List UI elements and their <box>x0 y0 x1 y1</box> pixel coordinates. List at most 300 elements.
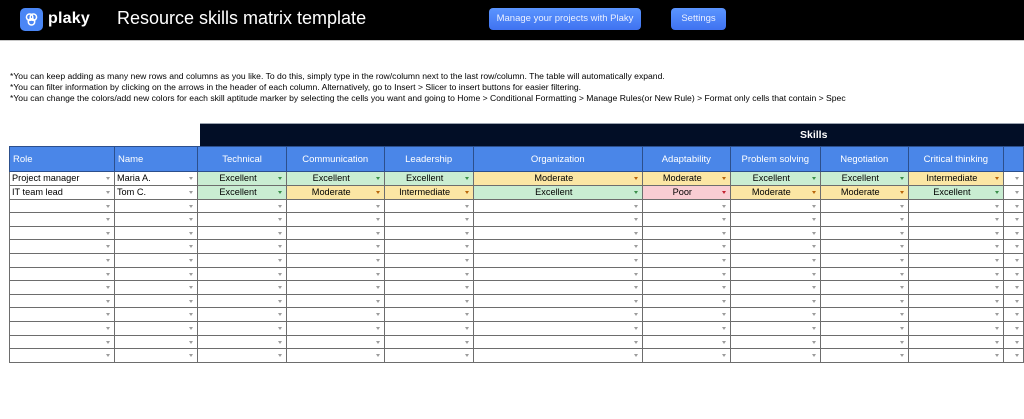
name-cell[interactable] <box>114 321 197 335</box>
skill-cell[interactable] <box>820 240 908 254</box>
skill-cell[interactable] <box>908 199 1004 213</box>
dropdown-arrow-icon[interactable] <box>812 218 816 221</box>
skill-cell[interactable] <box>286 321 384 335</box>
skill-cell[interactable] <box>820 308 908 322</box>
dropdown-arrow-icon[interactable] <box>189 327 193 330</box>
skill-cell[interactable] <box>198 240 286 254</box>
skill-cell[interactable] <box>384 308 473 322</box>
dropdown-arrow-icon[interactable] <box>189 341 193 344</box>
skill-cell[interactable] <box>908 349 1004 363</box>
dropdown-arrow-icon[interactable] <box>106 273 110 276</box>
skill-cell[interactable] <box>820 213 908 227</box>
skill-cell[interactable] <box>730 199 820 213</box>
skill-cell[interactable] <box>473 213 642 227</box>
dropdown-arrow-icon[interactable] <box>278 341 282 344</box>
dropdown-arrow-icon[interactable] <box>189 177 193 180</box>
skill-cell[interactable] <box>384 321 473 335</box>
skill-cell[interactable] <box>198 308 286 322</box>
dropdown-arrow-icon[interactable] <box>106 232 110 235</box>
dropdown-arrow-icon[interactable] <box>995 313 999 316</box>
column-header-problem-solving[interactable]: Problem solving <box>730 147 820 172</box>
skill-cell[interactable] <box>384 349 473 363</box>
skill-cell[interactable] <box>820 267 908 281</box>
skill-cell[interactable] <box>908 308 1004 322</box>
dropdown-arrow-icon[interactable] <box>189 245 193 248</box>
skill-cell[interactable] <box>198 213 286 227</box>
dropdown-arrow-icon[interactable] <box>106 313 110 316</box>
skill-cell[interactable] <box>730 349 820 363</box>
skill-cell[interactable] <box>286 253 384 267</box>
skill-cell[interactable] <box>473 349 642 363</box>
dropdown-arrow-icon[interactable] <box>189 218 193 221</box>
dropdown-arrow-icon[interactable] <box>634 191 638 194</box>
skill-cell[interactable] <box>286 172 384 186</box>
skill-cell[interactable] <box>820 294 908 308</box>
skill-cell[interactable] <box>642 281 730 295</box>
dropdown-arrow-icon[interactable] <box>1015 313 1019 316</box>
dropdown-arrow-icon[interactable] <box>900 327 904 330</box>
skill-cell[interactable] <box>642 213 730 227</box>
skill-cell[interactable] <box>642 226 730 240</box>
skill-cell[interactable] <box>642 199 730 213</box>
dropdown-arrow-icon[interactable] <box>106 191 110 194</box>
manage-projects-button[interactable]: Manage your projects with Plaky <box>489 8 641 30</box>
dropdown-arrow-icon[interactable] <box>1015 259 1019 262</box>
skill-cell[interactable] <box>1004 308 1024 322</box>
skill-cell[interactable] <box>1004 172 1024 186</box>
skill-cell[interactable] <box>820 226 908 240</box>
dropdown-arrow-icon[interactable] <box>995 300 999 303</box>
role-cell[interactable] <box>10 281 115 295</box>
skill-cell[interactable] <box>642 267 730 281</box>
skill-cell[interactable] <box>1004 226 1024 240</box>
skill-cell[interactable] <box>198 335 286 349</box>
dropdown-arrow-icon[interactable] <box>376 177 380 180</box>
dropdown-arrow-icon[interactable] <box>278 286 282 289</box>
dropdown-arrow-icon[interactable] <box>722 341 726 344</box>
dropdown-arrow-icon[interactable] <box>376 273 380 276</box>
skill-cell[interactable] <box>820 321 908 335</box>
skill-cell[interactable] <box>730 335 820 349</box>
column-header-critical-thinking[interactable]: Critical thinking <box>908 147 1004 172</box>
skill-cell[interactable] <box>908 281 1004 295</box>
skill-cell[interactable] <box>820 172 908 186</box>
dropdown-arrow-icon[interactable] <box>722 286 726 289</box>
skill-cell[interactable] <box>730 226 820 240</box>
role-cell[interactable] <box>10 321 115 335</box>
skill-cell[interactable] <box>1004 281 1024 295</box>
dropdown-arrow-icon[interactable] <box>376 218 380 221</box>
name-cell[interactable] <box>114 253 197 267</box>
dropdown-arrow-icon[interactable] <box>900 273 904 276</box>
dropdown-arrow-icon[interactable] <box>189 191 193 194</box>
dropdown-arrow-icon[interactable] <box>376 191 380 194</box>
dropdown-arrow-icon[interactable] <box>189 205 193 208</box>
skill-cell[interactable] <box>1004 253 1024 267</box>
dropdown-arrow-icon[interactable] <box>106 354 110 357</box>
skill-cell[interactable] <box>286 267 384 281</box>
skill-cell[interactable] <box>384 253 473 267</box>
dropdown-arrow-icon[interactable] <box>634 245 638 248</box>
dropdown-arrow-icon[interactable] <box>278 218 282 221</box>
skill-cell[interactable] <box>908 185 1004 199</box>
skill-cell[interactable] <box>1004 240 1024 254</box>
dropdown-arrow-icon[interactable] <box>812 327 816 330</box>
skill-cell[interactable] <box>1004 185 1024 199</box>
dropdown-arrow-icon[interactable] <box>465 341 469 344</box>
dropdown-arrow-icon[interactable] <box>189 354 193 357</box>
role-cell[interactable] <box>10 226 115 240</box>
role-cell[interactable] <box>10 185 115 199</box>
dropdown-arrow-icon[interactable] <box>106 245 110 248</box>
skill-cell[interactable] <box>908 335 1004 349</box>
dropdown-arrow-icon[interactable] <box>995 259 999 262</box>
dropdown-arrow-icon[interactable] <box>465 177 469 180</box>
dropdown-arrow-icon[interactable] <box>634 205 638 208</box>
role-cell[interactable] <box>10 253 115 267</box>
role-cell[interactable] <box>10 213 115 227</box>
dropdown-arrow-icon[interactable] <box>722 177 726 180</box>
dropdown-arrow-icon[interactable] <box>812 286 816 289</box>
dropdown-arrow-icon[interactable] <box>634 177 638 180</box>
dropdown-arrow-icon[interactable] <box>634 259 638 262</box>
dropdown-arrow-icon[interactable] <box>634 354 638 357</box>
skill-cell[interactable] <box>473 185 642 199</box>
skill-cell[interactable] <box>473 253 642 267</box>
dropdown-arrow-icon[interactable] <box>376 259 380 262</box>
dropdown-arrow-icon[interactable] <box>376 341 380 344</box>
dropdown-arrow-icon[interactable] <box>278 273 282 276</box>
dropdown-arrow-icon[interactable] <box>634 313 638 316</box>
dropdown-arrow-icon[interactable] <box>722 327 726 330</box>
dropdown-arrow-icon[interactable] <box>995 327 999 330</box>
skill-cell[interactable] <box>198 321 286 335</box>
dropdown-arrow-icon[interactable] <box>900 232 904 235</box>
role-cell[interactable] <box>10 308 115 322</box>
dropdown-arrow-icon[interactable] <box>106 300 110 303</box>
skill-cell[interactable] <box>1004 321 1024 335</box>
skill-cell[interactable] <box>286 185 384 199</box>
skill-cell[interactable] <box>286 226 384 240</box>
skill-cell[interactable] <box>908 294 1004 308</box>
column-header-negotiation[interactable]: Negotiation <box>820 147 908 172</box>
dropdown-arrow-icon[interactable] <box>1015 232 1019 235</box>
dropdown-arrow-icon[interactable] <box>189 286 193 289</box>
skill-cell[interactable] <box>820 335 908 349</box>
skill-cell[interactable] <box>473 226 642 240</box>
name-cell[interactable] <box>114 267 197 281</box>
dropdown-arrow-icon[interactable] <box>465 245 469 248</box>
dropdown-arrow-icon[interactable] <box>900 205 904 208</box>
role-cell[interactable] <box>10 349 115 363</box>
skill-cell[interactable] <box>286 240 384 254</box>
skill-cell[interactable] <box>473 172 642 186</box>
dropdown-arrow-icon[interactable] <box>634 232 638 235</box>
dropdown-arrow-icon[interactable] <box>1015 300 1019 303</box>
skill-cell[interactable] <box>730 213 820 227</box>
skill-cell[interactable] <box>473 240 642 254</box>
skill-cell[interactable] <box>286 213 384 227</box>
dropdown-arrow-icon[interactable] <box>900 286 904 289</box>
skill-cell[interactable] <box>1004 267 1024 281</box>
name-cell[interactable] <box>114 226 197 240</box>
skill-cell[interactable] <box>286 335 384 349</box>
role-cell[interactable] <box>10 199 115 213</box>
dropdown-arrow-icon[interactable] <box>900 245 904 248</box>
dropdown-arrow-icon[interactable] <box>376 300 380 303</box>
skill-cell[interactable] <box>730 172 820 186</box>
skill-cell[interactable] <box>1004 294 1024 308</box>
skill-cell[interactable] <box>473 294 642 308</box>
dropdown-arrow-icon[interactable] <box>278 205 282 208</box>
plaky-logo[interactable] <box>20 7 90 31</box>
dropdown-arrow-icon[interactable] <box>1015 354 1019 357</box>
name-cell[interactable] <box>114 281 197 295</box>
column-header-organization[interactable]: Organization <box>473 147 642 172</box>
dropdown-arrow-icon[interactable] <box>465 205 469 208</box>
skill-cell[interactable] <box>642 172 730 186</box>
skill-cell[interactable] <box>286 294 384 308</box>
dropdown-arrow-icon[interactable] <box>189 259 193 262</box>
dropdown-arrow-icon[interactable] <box>634 300 638 303</box>
skill-cell[interactable] <box>642 308 730 322</box>
role-cell[interactable] <box>10 240 115 254</box>
skill-cell[interactable] <box>384 240 473 254</box>
dropdown-arrow-icon[interactable] <box>376 313 380 316</box>
dropdown-arrow-icon[interactable] <box>376 205 380 208</box>
skill-cell[interactable] <box>730 308 820 322</box>
skill-cell[interactable] <box>198 294 286 308</box>
dropdown-arrow-icon[interactable] <box>376 327 380 330</box>
role-cell[interactable] <box>10 294 115 308</box>
name-cell[interactable] <box>114 240 197 254</box>
dropdown-arrow-icon[interactable] <box>465 218 469 221</box>
dropdown-arrow-icon[interactable] <box>812 205 816 208</box>
role-cell[interactable] <box>10 267 115 281</box>
skill-cell[interactable] <box>908 267 1004 281</box>
skill-cell[interactable] <box>730 281 820 295</box>
skill-cell[interactable] <box>384 335 473 349</box>
dropdown-arrow-icon[interactable] <box>278 327 282 330</box>
dropdown-arrow-icon[interactable] <box>189 232 193 235</box>
dropdown-arrow-icon[interactable] <box>995 341 999 344</box>
dropdown-arrow-icon[interactable] <box>900 354 904 357</box>
dropdown-arrow-icon[interactable] <box>812 259 816 262</box>
skill-cell[interactable] <box>384 199 473 213</box>
skill-cell[interactable] <box>473 335 642 349</box>
role-cell[interactable] <box>10 172 115 186</box>
dropdown-arrow-icon[interactable] <box>189 313 193 316</box>
name-cell[interactable] <box>114 199 197 213</box>
skill-cell[interactable] <box>908 172 1004 186</box>
dropdown-arrow-icon[interactable] <box>634 341 638 344</box>
settings-button[interactable]: Settings <box>671 8 726 30</box>
dropdown-arrow-icon[interactable] <box>465 313 469 316</box>
dropdown-arrow-icon[interactable] <box>1015 177 1019 180</box>
dropdown-arrow-icon[interactable] <box>465 327 469 330</box>
dropdown-arrow-icon[interactable] <box>1015 341 1019 344</box>
name-cell[interactable] <box>114 213 197 227</box>
dropdown-arrow-icon[interactable] <box>900 313 904 316</box>
dropdown-arrow-icon[interactable] <box>465 273 469 276</box>
skill-cell[interactable] <box>198 349 286 363</box>
dropdown-arrow-icon[interactable] <box>278 245 282 248</box>
skill-cell[interactable] <box>1004 199 1024 213</box>
dropdown-arrow-icon[interactable] <box>900 191 904 194</box>
dropdown-arrow-icon[interactable] <box>722 259 726 262</box>
dropdown-arrow-icon[interactable] <box>722 313 726 316</box>
skill-cell[interactable] <box>384 185 473 199</box>
dropdown-arrow-icon[interactable] <box>465 259 469 262</box>
skill-cell[interactable] <box>908 226 1004 240</box>
skill-cell[interactable] <box>198 281 286 295</box>
dropdown-arrow-icon[interactable] <box>106 205 110 208</box>
dropdown-arrow-icon[interactable] <box>1015 205 1019 208</box>
dropdown-arrow-icon[interactable] <box>106 218 110 221</box>
skill-cell[interactable] <box>198 172 286 186</box>
dropdown-arrow-icon[interactable] <box>995 218 999 221</box>
dropdown-arrow-icon[interactable] <box>278 232 282 235</box>
dropdown-arrow-icon[interactable] <box>376 286 380 289</box>
skill-cell[interactable] <box>286 308 384 322</box>
dropdown-arrow-icon[interactable] <box>995 286 999 289</box>
name-cell[interactable] <box>114 335 197 349</box>
skill-cell[interactable] <box>384 213 473 227</box>
column-header-name[interactable]: Name <box>114 147 197 172</box>
dropdown-arrow-icon[interactable] <box>634 273 638 276</box>
skill-cell[interactable] <box>384 281 473 295</box>
column-header-role[interactable]: Role <box>10 147 115 172</box>
skill-cell[interactable] <box>730 240 820 254</box>
dropdown-arrow-icon[interactable] <box>722 273 726 276</box>
skill-cell[interactable] <box>384 294 473 308</box>
dropdown-arrow-icon[interactable] <box>722 191 726 194</box>
skill-cell[interactable] <box>820 185 908 199</box>
dropdown-arrow-icon[interactable] <box>900 300 904 303</box>
skill-cell[interactable] <box>286 199 384 213</box>
skill-cell[interactable] <box>384 226 473 240</box>
skill-cell[interactable] <box>198 185 286 199</box>
dropdown-arrow-icon[interactable] <box>106 177 110 180</box>
dropdown-arrow-icon[interactable] <box>634 327 638 330</box>
dropdown-arrow-icon[interactable] <box>995 245 999 248</box>
skill-cell[interactable] <box>473 267 642 281</box>
dropdown-arrow-icon[interactable] <box>812 232 816 235</box>
column-header-adaptability[interactable]: Adaptability <box>642 147 730 172</box>
skill-cell[interactable] <box>730 267 820 281</box>
skill-cell[interactable] <box>198 253 286 267</box>
skill-cell[interactable] <box>198 226 286 240</box>
dropdown-arrow-icon[interactable] <box>900 218 904 221</box>
skill-cell[interactable] <box>473 199 642 213</box>
dropdown-arrow-icon[interactable] <box>376 354 380 357</box>
dropdown-arrow-icon[interactable] <box>278 354 282 357</box>
dropdown-arrow-icon[interactable] <box>812 177 816 180</box>
skill-cell[interactable] <box>730 294 820 308</box>
dropdown-arrow-icon[interactable] <box>995 191 999 194</box>
skill-cell[interactable] <box>473 321 642 335</box>
skill-cell[interactable] <box>642 240 730 254</box>
dropdown-arrow-icon[interactable] <box>465 354 469 357</box>
skill-cell[interactable] <box>820 253 908 267</box>
skill-cell[interactable] <box>473 281 642 295</box>
dropdown-arrow-icon[interactable] <box>1015 273 1019 276</box>
dropdown-arrow-icon[interactable] <box>995 232 999 235</box>
skill-cell[interactable] <box>384 172 473 186</box>
dropdown-arrow-icon[interactable] <box>812 245 816 248</box>
dropdown-arrow-icon[interactable] <box>812 300 816 303</box>
dropdown-arrow-icon[interactable] <box>812 341 816 344</box>
dropdown-arrow-icon[interactable] <box>722 300 726 303</box>
skill-cell[interactable] <box>820 349 908 363</box>
dropdown-arrow-icon[interactable] <box>278 300 282 303</box>
name-cell[interactable] <box>114 294 197 308</box>
dropdown-arrow-icon[interactable] <box>376 232 380 235</box>
dropdown-arrow-icon[interactable] <box>900 259 904 262</box>
skill-cell[interactable] <box>642 185 730 199</box>
skill-cell[interactable] <box>730 253 820 267</box>
dropdown-arrow-icon[interactable] <box>189 300 193 303</box>
dropdown-arrow-icon[interactable] <box>722 245 726 248</box>
dropdown-arrow-icon[interactable] <box>722 232 726 235</box>
dropdown-arrow-icon[interactable] <box>1015 327 1019 330</box>
dropdown-arrow-icon[interactable] <box>106 327 110 330</box>
skill-cell[interactable] <box>908 213 1004 227</box>
dropdown-arrow-icon[interactable] <box>465 300 469 303</box>
skill-cell[interactable] <box>1004 213 1024 227</box>
dropdown-arrow-icon[interactable] <box>1015 245 1019 248</box>
dropdown-arrow-icon[interactable] <box>634 218 638 221</box>
skill-cell[interactable] <box>286 349 384 363</box>
dropdown-arrow-icon[interactable] <box>278 177 282 180</box>
name-cell[interactable] <box>114 349 197 363</box>
name-cell[interactable] <box>114 172 197 186</box>
dropdown-arrow-icon[interactable] <box>722 354 726 357</box>
skill-cell[interactable] <box>908 240 1004 254</box>
skill-cell[interactable] <box>473 308 642 322</box>
dropdown-arrow-icon[interactable] <box>465 232 469 235</box>
dropdown-arrow-icon[interactable] <box>995 205 999 208</box>
name-cell[interactable] <box>114 308 197 322</box>
dropdown-arrow-icon[interactable] <box>812 191 816 194</box>
column-header-leadership[interactable]: Leadership <box>384 147 473 172</box>
dropdown-arrow-icon[interactable] <box>900 177 904 180</box>
skill-cell[interactable] <box>198 199 286 213</box>
skill-cell[interactable] <box>820 199 908 213</box>
skill-cell[interactable] <box>730 185 820 199</box>
dropdown-arrow-icon[interactable] <box>465 286 469 289</box>
dropdown-arrow-icon[interactable] <box>634 286 638 289</box>
dropdown-arrow-icon[interactable] <box>722 205 726 208</box>
column-header-extra[interactable] <box>1004 147 1024 172</box>
column-header-technical[interactable]: Technical <box>198 147 286 172</box>
skill-cell[interactable] <box>1004 335 1024 349</box>
skill-cell[interactable] <box>286 281 384 295</box>
dropdown-arrow-icon[interactable] <box>278 259 282 262</box>
role-cell[interactable] <box>10 335 115 349</box>
skill-cell[interactable] <box>642 349 730 363</box>
dropdown-arrow-icon[interactable] <box>376 245 380 248</box>
dropdown-arrow-icon[interactable] <box>995 273 999 276</box>
skill-cell[interactable] <box>642 294 730 308</box>
dropdown-arrow-icon[interactable] <box>812 354 816 357</box>
skill-cell[interactable] <box>730 321 820 335</box>
dropdown-arrow-icon[interactable] <box>278 313 282 316</box>
dropdown-arrow-icon[interactable] <box>722 218 726 221</box>
dropdown-arrow-icon[interactable] <box>106 286 110 289</box>
dropdown-arrow-icon[interactable] <box>1015 191 1019 194</box>
skill-cell[interactable] <box>198 267 286 281</box>
